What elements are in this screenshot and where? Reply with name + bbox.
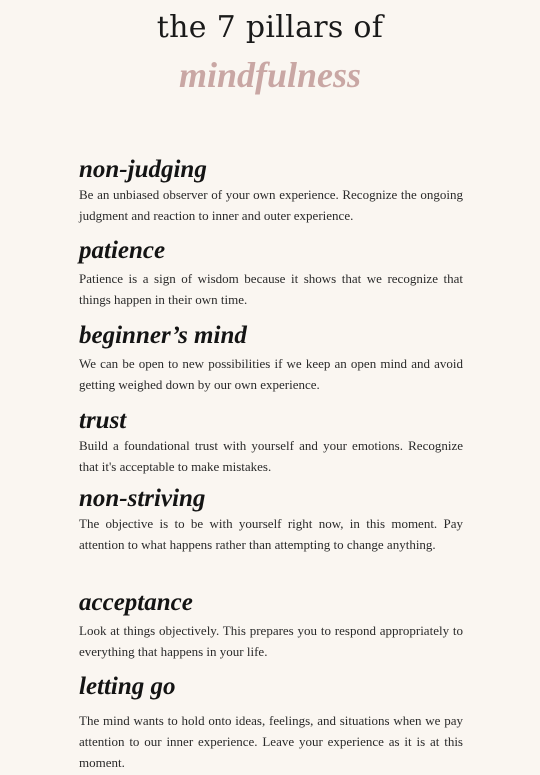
pillar-description: Patience is a sign of wisdom because it shows that we recognize that things happen in their own time. <box>79 271 463 307</box>
pillar-trust <box>79 408 463 477</box>
pillar-heading: non-judging <box>79 156 207 183</box>
pillar-description: Be an unbiased observer of your own experience. Recognize the ongoing judgment and reaction to inner and outer experience. <box>79 187 463 223</box>
pillar-description: Look at things objectively. This prepares you to respond appropriately to everything that happens in your life. <box>79 623 463 659</box>
pillar-heading: letting go <box>79 673 176 700</box>
pillar-beginners-mind <box>79 323 463 395</box>
pillar-patience <box>79 238 463 310</box>
pillar-heading: patience <box>79 237 166 264</box>
pillar-acceptance <box>79 590 463 662</box>
pillar-heading: acceptance <box>79 589 193 616</box>
page-subtitle: mindfulness <box>178 55 362 95</box>
pillar-heading: non-striving <box>79 485 206 512</box>
pillar-description: The objective is to be with yourself right now, in this moment. Pay attention to what happens rather than attempting to change anything. <box>79 516 463 552</box>
pillar-description: The mind wants to hold onto ideas, feelings, and situations when we pay attention to our inner experience. Leave your experience as it is at this moment. <box>79 713 463 770</box>
pillar-non-striving <box>79 486 463 555</box>
pillar-heading: beginner’s mind <box>79 322 247 349</box>
pillar-description: Build a foundational trust with yourself and your emotions. Recognize that it's acceptable to make mistakes. <box>79 438 463 474</box>
pillar-letting-go <box>79 674 463 773</box>
page-title: the 7 pillars of <box>156 10 384 45</box>
pillar-non-judging <box>79 157 463 226</box>
pillar-description: We can be open to new possibilities if we keep an open mind and avoid getting weighed down by our own experience. <box>79 356 463 392</box>
pillar-heading: trust <box>79 407 127 434</box>
